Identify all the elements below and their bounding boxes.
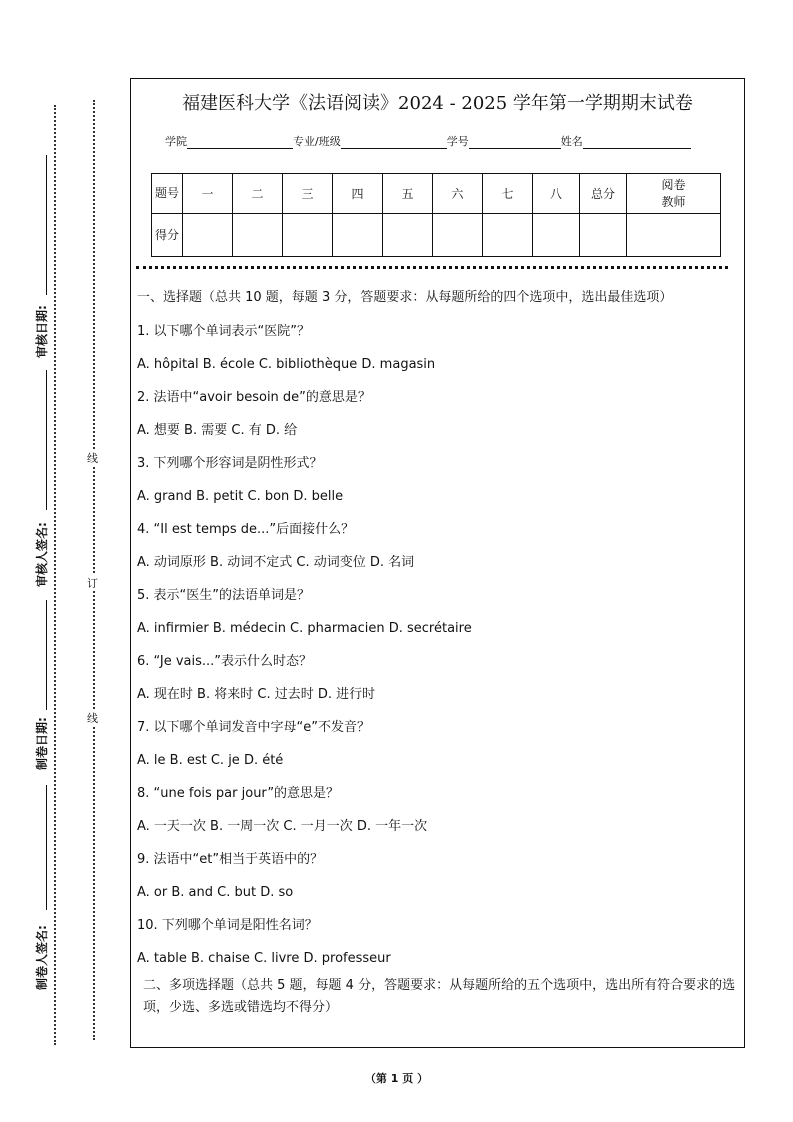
question-text: 2. 法语中“avoir besoin de”的意思是？ <box>137 390 371 405</box>
question-text: 3. 下列哪个形容词是阴性形式？ <box>137 456 323 471</box>
binding-dotted-line <box>93 100 95 1040</box>
score-cell[interactable] <box>433 214 483 257</box>
exam-content <box>137 287 741 1019</box>
score-col-header: 三 <box>283 174 333 214</box>
question-options: A. table B. chaise C. livre D. professeur <box>137 951 391 966</box>
outer-dotted-line <box>54 105 56 1045</box>
score-cell[interactable] <box>283 214 333 257</box>
score-cell[interactable] <box>580 214 627 257</box>
audit-date-label: 审核日期: <box>35 305 49 358</box>
score-cell[interactable] <box>233 214 283 257</box>
author-date-line <box>46 600 47 710</box>
score-label: 得分 <box>152 214 183 257</box>
score-table <box>151 173 721 257</box>
auditor-sign-label: 审核人签名: <box>35 522 49 587</box>
question-options: A. 一天一次 B. 一周一次 C. 一月一次 D. 一年一次 <box>137 819 428 834</box>
section2-heading: 二、多项选择题（总共 5 题，每题 4 分，答题要求：从每题所给的五个选项中，选出所有符合要求的选项，少选、多选或错选均不得分） <box>143 978 736 1015</box>
score-col-header: 四 <box>333 174 383 214</box>
exam-frame <box>130 78 745 1048</box>
score-table-score-row <box>152 214 721 257</box>
student-id-field[interactable] <box>469 136 561 149</box>
author-sign-label: 制卷人签名: <box>35 925 49 990</box>
score-col-header: 七 <box>483 174 533 214</box>
question-options: A. 动词原形 B. 动词不定式 C. 动词变位 D. 名词 <box>137 555 415 570</box>
score-cell[interactable] <box>333 214 383 257</box>
binding-line-char-2: 线 <box>87 712 98 725</box>
name-field[interactable] <box>583 136 691 149</box>
section1-heading: 一、选择题（总共 10 题，每题 3 分，答题要求：从每题所给的四个选项中，选出最佳选项） <box>137 290 673 305</box>
score-cell[interactable] <box>183 214 233 257</box>
binding-margin <box>0 0 130 1122</box>
major-label: 专业/班级 <box>293 135 341 148</box>
score-col-header: 八 <box>533 174 580 214</box>
question-text: 8. “une fois par jour”的意思是？ <box>137 786 340 801</box>
question-options: A. le B. est C. je D. été <box>137 753 284 768</box>
audit-date-line <box>46 155 47 295</box>
grader-cell[interactable] <box>627 214 721 257</box>
score-col-header: 总分 <box>580 174 627 214</box>
question-text: 6. “Je vais...”表示什么时态？ <box>137 654 313 669</box>
grader-col-header: 阅卷 教师 <box>627 174 721 214</box>
question-text: 7. 以下哪个单词发音中字母“e”不发音？ <box>137 720 371 735</box>
college-label: 学院 <box>165 135 187 148</box>
exam-title: 福建医科大学《法语阅读》2024 - 2025 学年第一学期期末试卷 <box>182 93 693 114</box>
binding-bind-char: 订 <box>87 577 98 590</box>
score-cell[interactable] <box>533 214 580 257</box>
score-cell[interactable] <box>483 214 533 257</box>
question-options: A. 现在时 B. 将来时 C. 过去时 D. 进行时 <box>137 687 376 702</box>
author-date-label: 制卷日期: <box>35 717 49 770</box>
score-cell[interactable] <box>383 214 433 257</box>
score-col-header: 五 <box>383 174 433 214</box>
author-sign-line <box>46 785 47 910</box>
question-text: 4. “Il est temps de...”后面接什么？ <box>137 522 355 537</box>
college-field[interactable] <box>187 136 293 149</box>
question-options: A. infirmier B. médecin C. pharmacien D. secrétaire <box>137 621 472 636</box>
score-col-header: 一 <box>183 174 233 214</box>
binding-line-char-1: 线 <box>87 452 98 465</box>
score-col-header: 二 <box>233 174 283 214</box>
question-text: 10. 下列哪个单词是阳性名词？ <box>137 918 318 933</box>
score-table-header-row <box>152 174 721 214</box>
score-col-header: 六 <box>433 174 483 214</box>
question-list <box>137 315 741 975</box>
question-text: 1. 以下哪个单词表示“医院”？ <box>137 324 311 339</box>
question-number-label: 题号 <box>152 174 183 214</box>
page-number: （第 1 页 ） <box>364 1072 429 1085</box>
question-text: 9. 法语中“et”相当于英语中的？ <box>137 852 324 867</box>
header-separator <box>136 266 728 269</box>
student-info-row <box>165 133 691 149</box>
question-text: 5. 表示“医生”的法语单词是？ <box>137 588 311 603</box>
question-options: A. or B. and C. but D. so <box>137 885 294 900</box>
question-options: A. grand B. petit C. bon D. belle <box>137 489 344 504</box>
major-field[interactable] <box>341 136 447 149</box>
question-options: A. hôpital B. école C. bibliothèque D. magasin <box>137 357 436 372</box>
auditor-sign-line <box>46 370 47 510</box>
student-id-label: 学号 <box>446 135 469 148</box>
question-options: A. 想要 B. 需要 C. 有 D. 给 <box>137 423 298 438</box>
name-label: 姓名 <box>560 135 583 148</box>
